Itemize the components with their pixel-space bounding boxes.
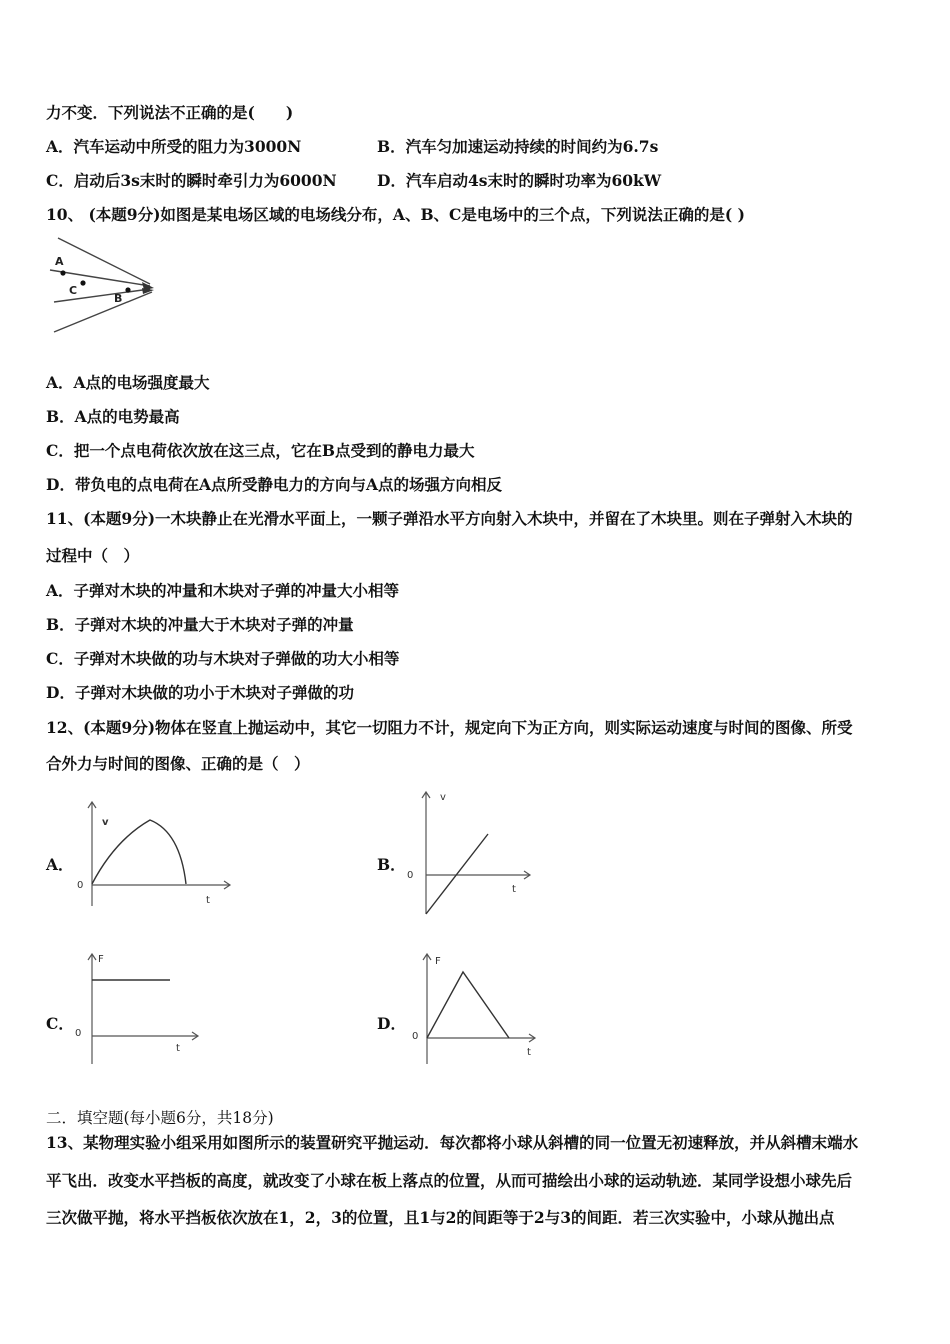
origin-label: 0 (407, 870, 414, 881)
section-heading: 二．填空题(每小题6分，共18分) (46, 1109, 274, 1127)
q9-option-b-key: B． (377, 137, 406, 156)
q10-option-b-key: B． (46, 407, 75, 426)
q9-option-b-text: 汽车匀加速运动持续的时间约为6.7s (405, 137, 659, 156)
q9-option-c-key: C． (46, 171, 74, 190)
q11-option-b-key: B． (46, 615, 75, 634)
q9-option-b (377, 137, 658, 157)
q13-line1: 13、某物理实验小组采用如图所示的装置研究平抛运动．每次都将小球从斜槽的同一位置无初速释放，并从斜槽末端水 (46, 1133, 859, 1152)
q10-option-a-key: A． (46, 373, 74, 392)
label-b: B (114, 292, 123, 305)
q10-option-a-text: A点的电场强度最大 (73, 373, 210, 392)
q11-option-b-text: 子弹对木块的冲量大于木块对子弹的冲量 (74, 615, 354, 634)
field-line (54, 292, 152, 332)
q9-option-c (46, 171, 337, 191)
point-a-dot (60, 270, 65, 275)
q11-option-c-key: C． (46, 649, 74, 668)
q11-option-d-key: D． (46, 683, 75, 702)
q11-option-c (46, 649, 399, 669)
electric-field-lines-figure (46, 232, 166, 342)
q12-graph-d (405, 950, 545, 1068)
q12-graph-a (70, 798, 245, 910)
q11-option-a (46, 581, 399, 601)
velocity-curve (92, 820, 186, 884)
q10-option-d-text: 带负电的点电荷在A点所受静电力的方向与A点的场强方向相反 (74, 475, 503, 494)
q11-option-a-key: A． (46, 581, 74, 600)
q11-option-c-text: 子弹对木块做的功与木块对子弹做的功大小相等 (73, 649, 400, 668)
q12-stem-line2: 合外力与时间的图像、正确的是（ ） (46, 754, 310, 773)
q10-stem: 10、 (本题9分)如图是某电场区域的电场线分布，A、B、C是电场中的三个点，下列说法正确的是( ) (46, 205, 745, 224)
q9-option-d-text: 汽车启动4s末时的瞬时功率为60kW (405, 171, 662, 190)
q12-graph-c (70, 950, 210, 1068)
q9-option-a-text: 汽车运动中所受的阻力为3000N (73, 137, 302, 156)
q11-option-d-text: 子弹对木块做的功小于木块对子弹做的功 (74, 683, 354, 702)
q9-option-d (377, 171, 661, 191)
point-c-dot (80, 280, 85, 285)
x-axis-label: t (176, 1043, 180, 1054)
q10-option-b (46, 407, 180, 427)
force-triangle (427, 972, 509, 1038)
y-axis-label: v (102, 817, 109, 828)
origin-label: 0 (412, 1031, 419, 1042)
q10-option-c-text: 把一个点电荷依次放在这三点，它在B点受到的静电力最大 (73, 441, 475, 460)
q11-stem-line2: 过程中（ ） (46, 546, 140, 565)
velocity-line (426, 834, 488, 914)
origin-label: 0 (75, 1028, 82, 1039)
point-b-dot (125, 287, 130, 292)
q12-graph-a-label: A． (46, 855, 74, 874)
y-axis-label: F (435, 956, 441, 967)
q9-stem-tail: 力不变．下列说法不正确的是( ) (46, 103, 294, 122)
q11-option-a-text: 子弹对木块的冲量和木块对子弹的冲量大小相等 (73, 581, 400, 600)
q13-line3: 三次做平抛，将水平挡板依次放在1，2，3的位置，且1与2的间距等于2与3的间距．若三次实验中，小球从抛出点 (46, 1208, 835, 1227)
q10-option-a (46, 373, 210, 393)
q11-option-b (46, 615, 354, 635)
label-c: C (69, 284, 78, 297)
q12-graph-b (400, 788, 540, 918)
origin-label: 0 (77, 880, 84, 891)
q12-graph-c-label: C． (46, 1014, 74, 1033)
q12-stem-line1: 12、(本题9分)物体在竖直上抛运动中，其它一切阻力不计，规定向下为正方向，则实际运动速度与时间的图像、所受 (46, 718, 853, 737)
q11-stem-line1: 11、(本题9分)一木块静止在光滑水平面上，一颗子弹沿水平方向射入木块中，并留在了木块里。则在子弹射入木块的 (46, 509, 853, 528)
q9-option-d-key: D． (377, 171, 406, 190)
q10-option-b-text: A点的电势最高 (74, 407, 180, 426)
q10-option-d (46, 475, 502, 495)
q10-option-c-key: C． (46, 441, 74, 460)
y-axis-label: v (440, 792, 446, 803)
x-axis-label: t (206, 895, 210, 906)
q10-option-d-key: D． (46, 475, 75, 494)
q9-option-c-text: 启动后3s末时的瞬时牵引力为6000N (73, 171, 337, 190)
y-axis-label: F (98, 954, 104, 965)
q11-option-d (46, 683, 354, 703)
q9-option-a-key: A． (46, 137, 74, 156)
q12-graph-b-label: B． (377, 855, 406, 874)
field-line (58, 238, 150, 284)
q13-line2: 平飞出．改变水平挡板的高度，就改变了小球在板上落点的位置，从而可描绘出小球的运动轨迹．某同学设想小球先后 (46, 1171, 853, 1190)
x-axis-label: t (512, 884, 516, 895)
q9-option-a (46, 137, 301, 157)
x-axis-label: t (527, 1047, 531, 1058)
q12-graph-d-label: D． (377, 1014, 406, 1033)
q10-option-c (46, 441, 474, 461)
label-a: A (55, 255, 64, 268)
